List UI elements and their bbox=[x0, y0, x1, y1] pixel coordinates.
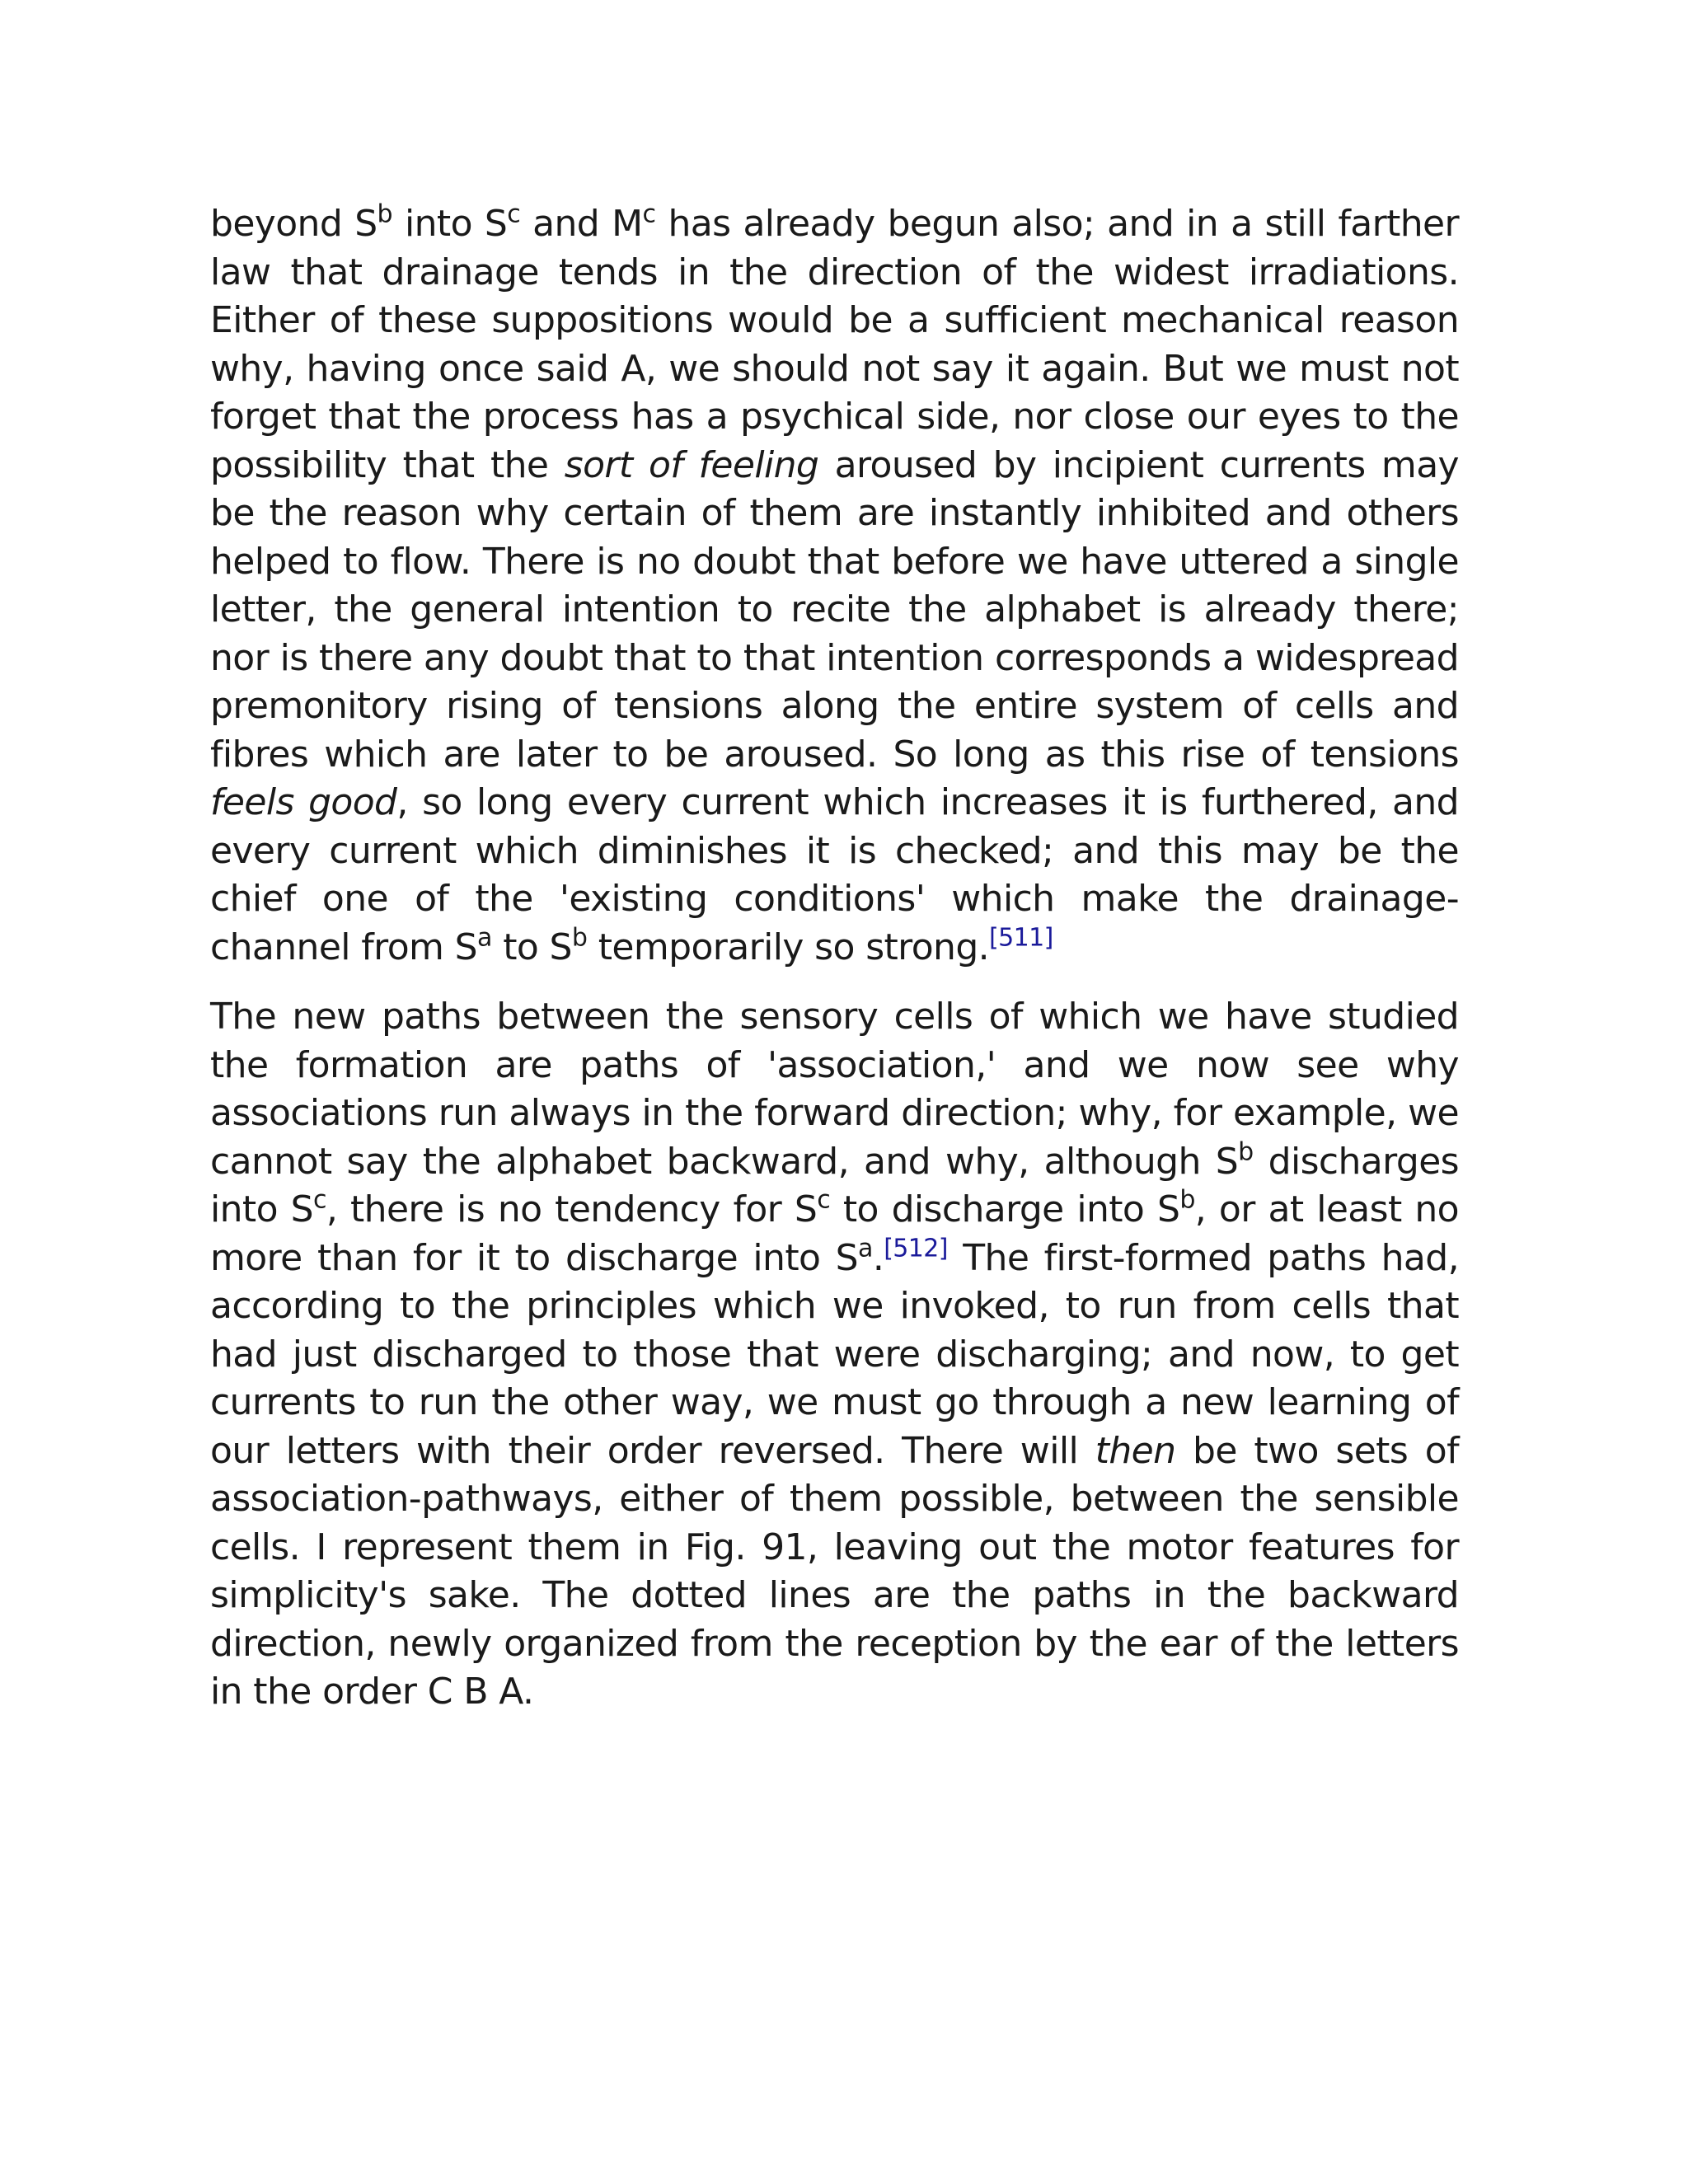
superscript: c bbox=[507, 199, 521, 229]
text-run: and M bbox=[520, 203, 643, 245]
text-run: to S bbox=[491, 926, 572, 968]
superscript: c bbox=[312, 1185, 326, 1215]
paragraph-2 bbox=[210, 993, 1459, 1717]
text-run: temporarily so strong. bbox=[587, 926, 990, 968]
footnote-link-512[interactable]: [512] bbox=[884, 1234, 948, 1263]
text-run: to discharge into S bbox=[830, 1188, 1180, 1230]
document-page bbox=[210, 200, 1459, 1717]
text-run: The new paths between the sensory cells of which we have studied the formation are paths of 'association,' and we now see why associations run always in the forward direction; why, for example, we cannot say the alphabet backward, and why, although S bbox=[210, 996, 1459, 1183]
italic-phrase: then bbox=[1095, 1429, 1176, 1472]
text-run: , so long every current which increases it is furthered, and every current which diminishes it is checked; and this may be the chief one of the 'existing conditions' which make the drainage-channel from S bbox=[210, 781, 1459, 968]
text-run: be two sets of association-pathways, either of them possible, between the sensible cells. I represent them in Fig. 91, leaving out the motor features for simplicity's sake. The dotted lines are the paths in the backward direction, newly organized from the reception by the ear of the letters in the order C B A. bbox=[210, 1429, 1459, 1713]
superscript: a bbox=[477, 923, 492, 952]
italic-phrase: sort of feeling bbox=[564, 443, 819, 486]
text-run: . bbox=[872, 1236, 884, 1279]
superscript: b bbox=[1179, 1185, 1195, 1215]
superscript: c bbox=[817, 1185, 831, 1215]
superscript: a bbox=[858, 1234, 873, 1263]
superscript: b bbox=[1238, 1137, 1254, 1166]
text-run: has already begun also; and in a still farther law that drainage tends in the direction of the widest irradiations. Either of these suppositions would be a sufficient mechanical reason why, having once said A, we should not say it again. But we must not forget that the process has a psychical side, nor close our eyes to the possibility that the bbox=[210, 203, 1459, 486]
text-run: discharges into S bbox=[210, 1140, 1459, 1230]
text-run: aroused by incipient currents may be the reason why certain of them are instantly inhibited and others helped to flow. There is no doubt that before we have uttered a single letter, the general intention to recite the alphabet is already there; nor is there any doubt that to that intention corresponds a widespread premonitory rising of tensions along the entire system of cells and fibres which are later to be aroused. So long as this rise of tensions bbox=[210, 443, 1459, 776]
text-run: into S bbox=[392, 203, 508, 245]
superscript: b bbox=[571, 923, 588, 952]
text-run: beyond S bbox=[210, 203, 377, 245]
text-run: , or at least no more than for it to discharge into S bbox=[210, 1188, 1459, 1279]
footnote-link-511[interactable]: [511] bbox=[989, 923, 1053, 952]
italic-phrase: feels good bbox=[210, 781, 397, 823]
superscript: c bbox=[642, 199, 656, 229]
superscript: b bbox=[377, 199, 392, 229]
text-run: , there is no tendency for S bbox=[326, 1188, 818, 1230]
text-run: The first-formed paths had, according to the principles which we invoked, to run from cells that had just discharged to those that were discharging; and now, to get currents to run the other way, we must go through a new learning of our letters with their order reversed. There will bbox=[210, 1236, 1459, 1472]
paragraph-1 bbox=[210, 200, 1459, 972]
